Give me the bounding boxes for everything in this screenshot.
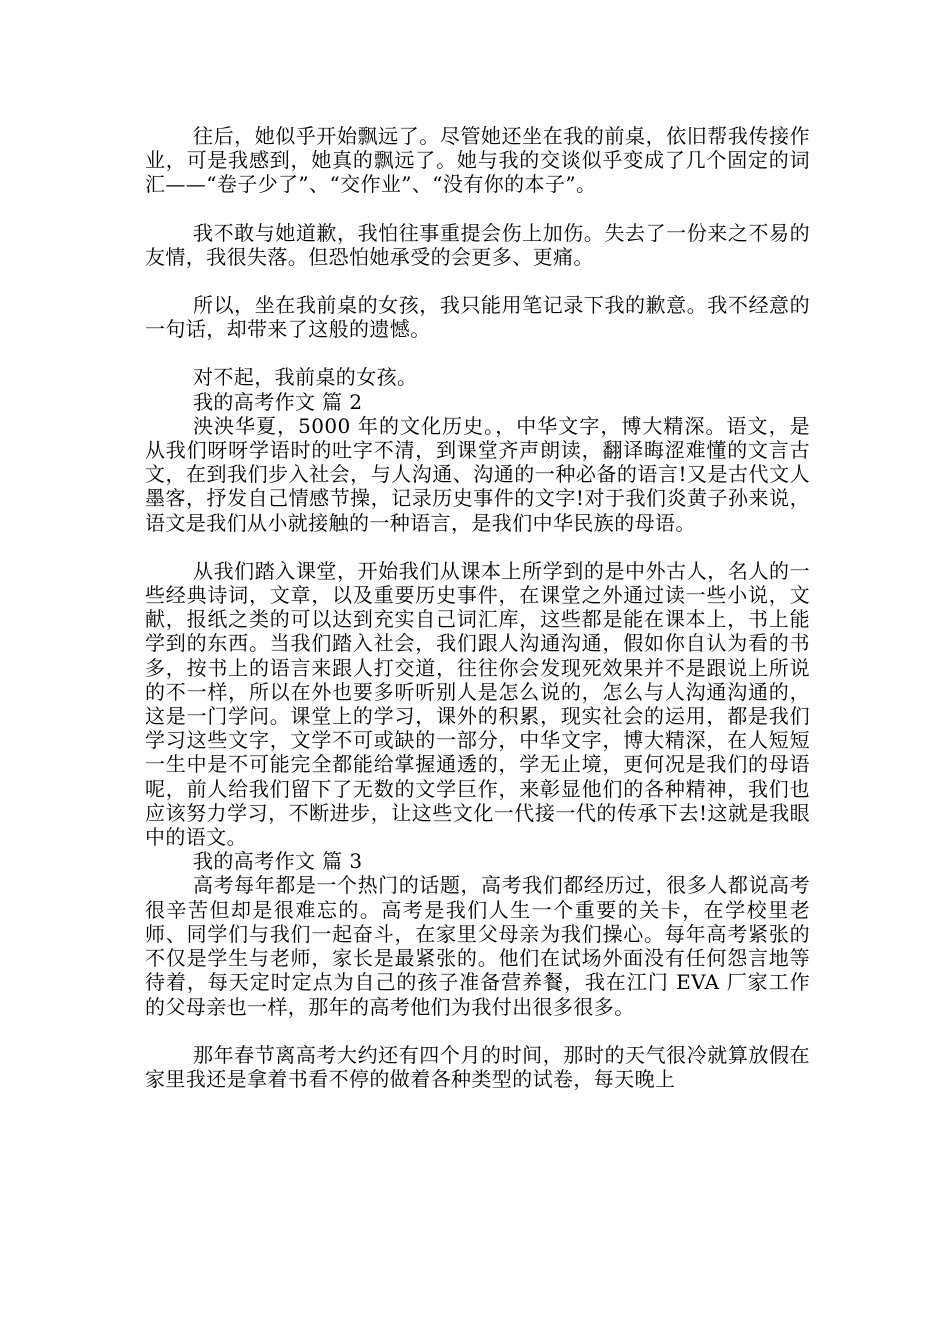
paragraph-gap	[145, 269, 810, 293]
paragraph-spring-festival: 那年春节离高考大约还有四个月的时间，那时的天气很冷就算放假在家里我还是拿着书看不停的做着各种类型的试卷，每天晚上	[145, 1042, 810, 1091]
paragraph-gaokao: 高考每年都是一个热门的话题，高考我们都经历过，很多人都说高考很辛苦但却是很难忘的。高考是我们人生一个重要的关卡，在学校里老师、同学们与我们一起奋斗，在家里父母亲为我们操心。每年高考紧张的不仅是学生与老师，家长是最紧张的。他们在试场外面没有任何怨言地等待着，每天定时定点为自己的孩子准备营养餐，我在江门 EVA 厂家工作的父母亲也一样，那年的高考他们为我付出很多很多。	[145, 873, 810, 1019]
paragraph-chinese-language: 泱泱华夏，5000 年的文化历史。，中华文字，博大精深。语文，是从我们呀呀学语时的吐字不清，到课堂齐声朗读，翻译晦涩难懂的文言古文，在到我们步入社会，与人沟通、沟通的一种必备的语言!又是古代文人墨客，抒发自己情感节操，记录历史事件的文字!对于我们炎黄子孙来说，语文是我们从小就接触的一种语言，是我们中华民族的母语。	[145, 413, 810, 535]
paragraph-drifting-apart: 往后，她似乎开始飘远了。尽管她还坐在我的前桌，依旧帮我传接作业，可是我感到，她真的飘远了。她与我的交谈似乎变成了几个固定的词汇——“卷子少了”、“交作业”、“没有你的本子”。	[145, 124, 810, 197]
document-body	[145, 124, 810, 1091]
paragraph-learning-language: 从我们踏入课堂，开始我们从课本上所学到的是中外古人，名人的一些经典诗词，文章，以及重要历史事件，在课堂之外通过读一些小说，文献，报纸之类的可以达到充实自己词汇库，这些都是能在课本上，书上能学到的东西。当我们踏入社会，我们跟人沟通沟通，假如你自认为看的书多，按书上的语言来跟人打交道，往往你会发现死效果并不是跟说上所说的不一样，所以在外也要多听听别人是怎么说的，怎么与人沟通沟通的，这是一门学问。课堂上的学习，课外的积累，现实社会的运用，都是我们学习这些文字，文学不可或缺的一部分，中华文字，博大精深，在人短短一生中是不可能完全都能给掌握通透的，学无止境，更何况是我们的母语呢，前人给我们留下了无数的文学巨作，来彰显他们的各种精神，我们也应该努力学习，不断进步，让这些文化一代接一代的传承下去!这就是我眼中的语文。	[145, 558, 810, 850]
section-heading-3: 我的高考作文 篇 3	[193, 849, 363, 874]
paragraph-gap	[145, 197, 810, 221]
section-heading-2: 我的高考作文 篇 2	[193, 389, 363, 414]
paragraph-written-apology: 所以，坐在我前桌的女孩，我只能用笔记录下我的歉意。我不经意的一句话，却带来了这般的遗憾。	[145, 293, 810, 342]
paragraph-gap	[145, 341, 810, 365]
paragraph-gap	[145, 1019, 810, 1043]
paragraph-apology-fear: 我不敢与她道歉，我怕往事重提会伤上加伤。失去了一份来之不易的友情，我很失落。但恐怕她承受的会更多、更痛。	[145, 220, 810, 269]
paragraph-gap	[145, 535, 810, 559]
paragraph-sorry: 对不起，我前桌的女孩。	[193, 365, 418, 390]
